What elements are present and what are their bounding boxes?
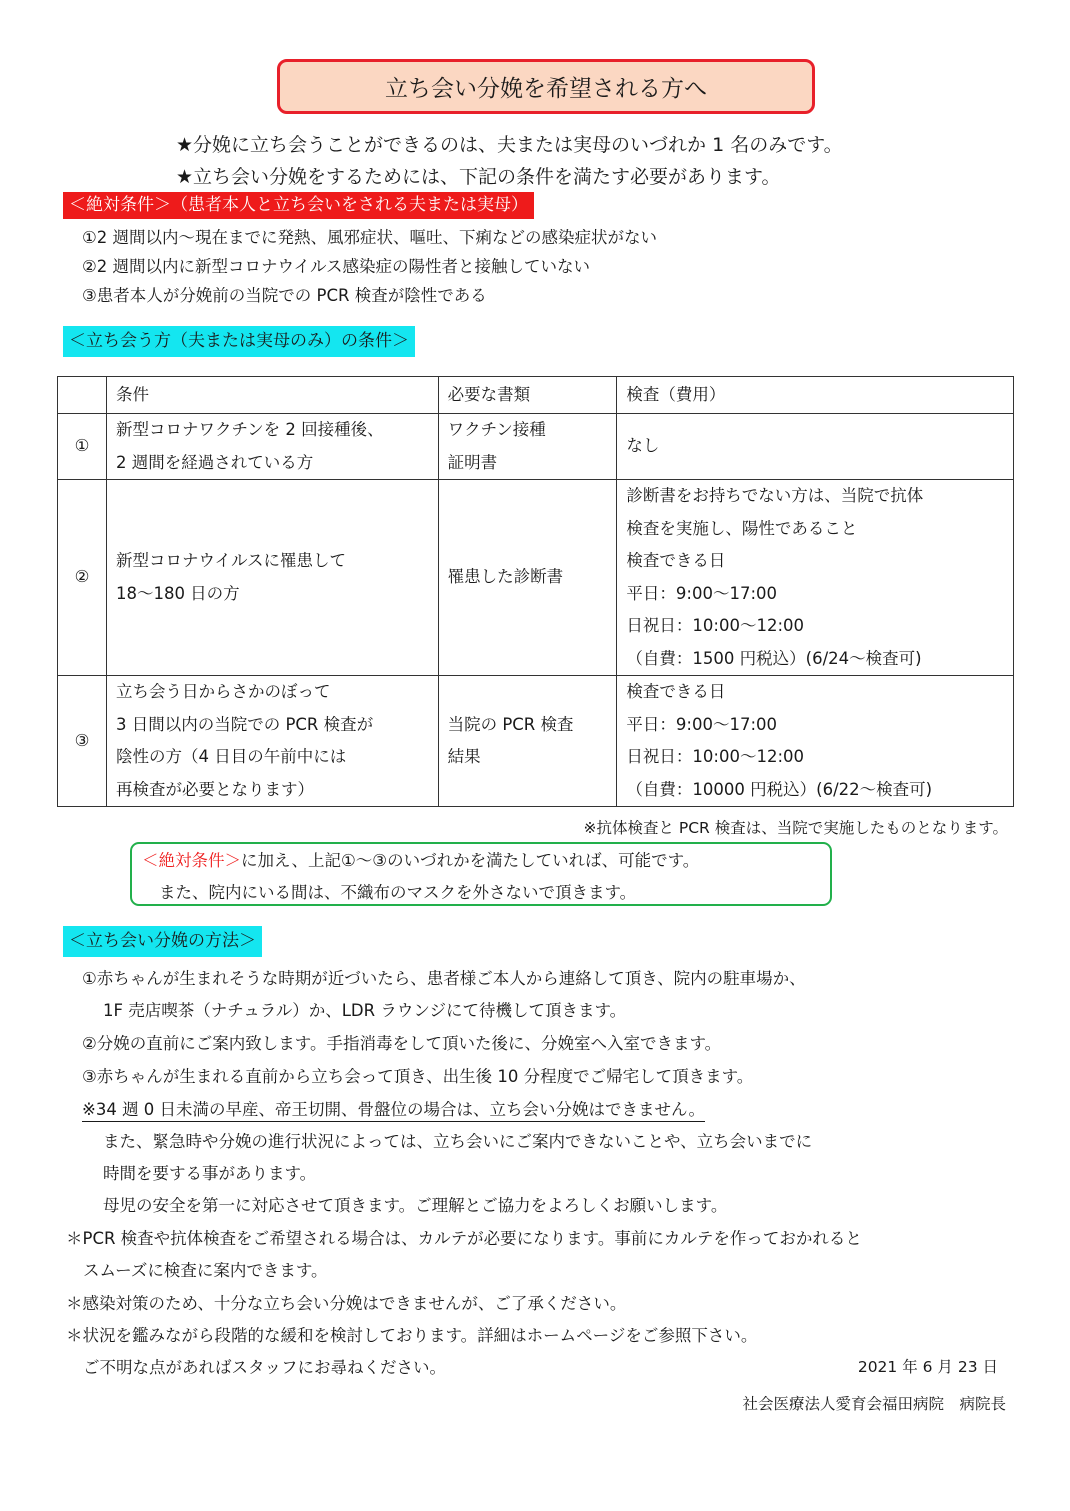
requirement-box [130,842,832,906]
cell-line: 平日：9:00～17:00 [626,714,778,734]
table-header-condition: 条件 [106,377,438,414]
attendee-conditions-header: ＜立ち会う方（夫または実母のみ）の条件＞ [63,326,415,357]
intro-line-2: ★立ち会い分娩をするためには、下記の条件を満たす必要があります。 [176,166,781,188]
page-title: 立ち会い分娩を希望される方へ [277,59,815,114]
method-warning [82,1096,705,1120]
cell-line: 平日：9:00～17:00 [626,583,778,603]
cell-line: 日祝日：10:00～12:00 [626,616,805,635]
cell-line: 再検査が必要となります） [115,779,314,799]
cell-line: 3 日間以内の当院での PCR 検査が [115,714,374,734]
row-number: ③ [58,676,107,807]
note-line: スムーズに検査に案内できます。 [83,1261,328,1280]
intro-line-1: ★分娩に立ち会うことができるのは、夫または実母のいづれか 1 名のみです。 [176,134,843,156]
method-line: ③赤ちゃんが生まれる直前から立ち会って頂き、出生後 10 分程度でご帰宅して頂きます。 [82,1067,754,1086]
row-documents [438,414,617,480]
note-line: ＊状況を鑑みながら段階的な緩和を検討しております。詳細はホームページをご参照下さい。 [66,1326,758,1345]
cell-line: 検査できる日 [626,551,726,570]
cell-line: ワクチン接種 [447,420,546,439]
conditions-table [57,376,1014,807]
absolute-conditions-header: ＜絶対条件＞（患者本人と立ち会いをされる夫または実母） [63,192,534,219]
cell-line: 新型コロナウイルスに罹患して [115,551,346,570]
cell-line: 結果 [447,747,481,766]
cell-line: 検査を実施し、陽性であること [626,518,858,538]
note-line: ＊感染対策のため、十分な立ち会い分娩はできませんが、ご了承ください。 [66,1294,627,1313]
requirement-line-1 [142,847,699,871]
row-condition [106,480,438,676]
table-header-documents: 必要な書類 [438,377,617,414]
method-line: 母児の安全を第一に対応させて頂きます。ご理解とご協力をよろしくお願いします。 [103,1196,728,1215]
row-condition [106,676,438,807]
cell-line: 証明書 [447,452,498,472]
method-header: ＜立ち会い分娩の方法＞ [63,926,262,957]
cell-line: 診断書をお持ちでない方は、当院で抗体 [626,486,924,505]
row-condition [106,414,438,480]
cell-line: 新型コロナワクチンを 2 回接種後、 [115,420,384,439]
row-test [617,480,1014,676]
row-test [617,676,1014,807]
row-number: ② [58,480,107,676]
cell-line: 18～180 日の方 [115,583,240,603]
cell-line: （自費：10000 円税込）(6/22～検査可) [626,779,933,799]
row-documents [438,480,617,676]
cell-line: 2 週間を経過されている方 [115,452,314,472]
method-line: また、緊急時や分娩の進行状況によっては、立ち会いにご案内できないことや、立ち会いまでに [103,1132,813,1151]
method-line: ②分娩の直前にご案内致します。手指消毒をして頂いた後に、分娩室へ入室できます。 [82,1034,722,1053]
row-documents [438,676,617,807]
absolute-condition-3: ③患者本人が分娩前の当院での PCR 検査が陰性である [82,286,487,305]
absolute-condition-1: ①2 週間以内～現在までに発熱、風邪症状、嘔吐、下痢などの感染症状がない [82,228,658,247]
document-date: 2021 年 6 月 23 日 [857,1358,998,1376]
method-line: ①赤ちゃんが生まれそうな時期が近づいたら、患者様ご本人から連絡して頂き、院内の駐車場か、 [82,969,806,988]
method-line: 時間を要する事があります。 [103,1164,317,1183]
signature: 社会医療法人愛育会福田病院 病院長 [742,1395,1006,1413]
cell-line: 日祝日：10:00～12:00 [626,747,805,766]
row-test [617,414,1014,480]
requirement-emphasis: ＜絶対条件＞ [142,851,241,870]
requirement-line-2: また、院内にいる間は、不織布のマスクを外さないで頂きます。 [159,883,637,902]
table-row [58,676,1014,807]
requirement-rest: に加え、上記①～③のいづれかを満たしていれば、可能です。 [241,851,700,870]
cell-line: 検査できる日 [626,682,726,701]
row-number: ① [58,414,107,480]
table-row [58,414,1014,480]
cell-line: 立ち会う日からさかのぼって [115,682,331,701]
table-header-row [58,377,1014,414]
cell-line: 陰性の方（4 日目の午前中には [115,747,347,766]
method-line: 1F 売店喫茶（ナチュラル）か、LDR ラウンジにて待機して頂きます。 [103,1001,627,1020]
note-line: ご不明な点があればスタッフにお尋ねください。 [83,1358,446,1377]
cell-line: 当院の PCR 検査 [447,714,574,734]
table-note: ※抗体検査と PCR 検査は、当院で実施したものとなります。 [583,819,1008,837]
cell-line: 罹患した診断書 [447,567,564,587]
table-header-test: 検査（費用） [617,377,1014,414]
table-header-num [58,377,107,414]
cell-line: （自費：1500 円税込）(6/24～検査可) [626,648,922,668]
absolute-condition-2: ②2 週間以内に新型コロナウイルス感染症の陽性者と接触していない [82,257,591,276]
cell-line: なし [626,436,660,456]
method-warning-text: ※34 週 0 日未満の早産、帝王切開、骨盤位の場合は、立ち会い分娩はできません。 [82,1100,705,1122]
note-line: ＊PCR 検査や抗体検査をご希望される場合は、カルテが必要になります。事前にカルテを作っておかれると [66,1229,862,1248]
table-row [58,480,1014,676]
